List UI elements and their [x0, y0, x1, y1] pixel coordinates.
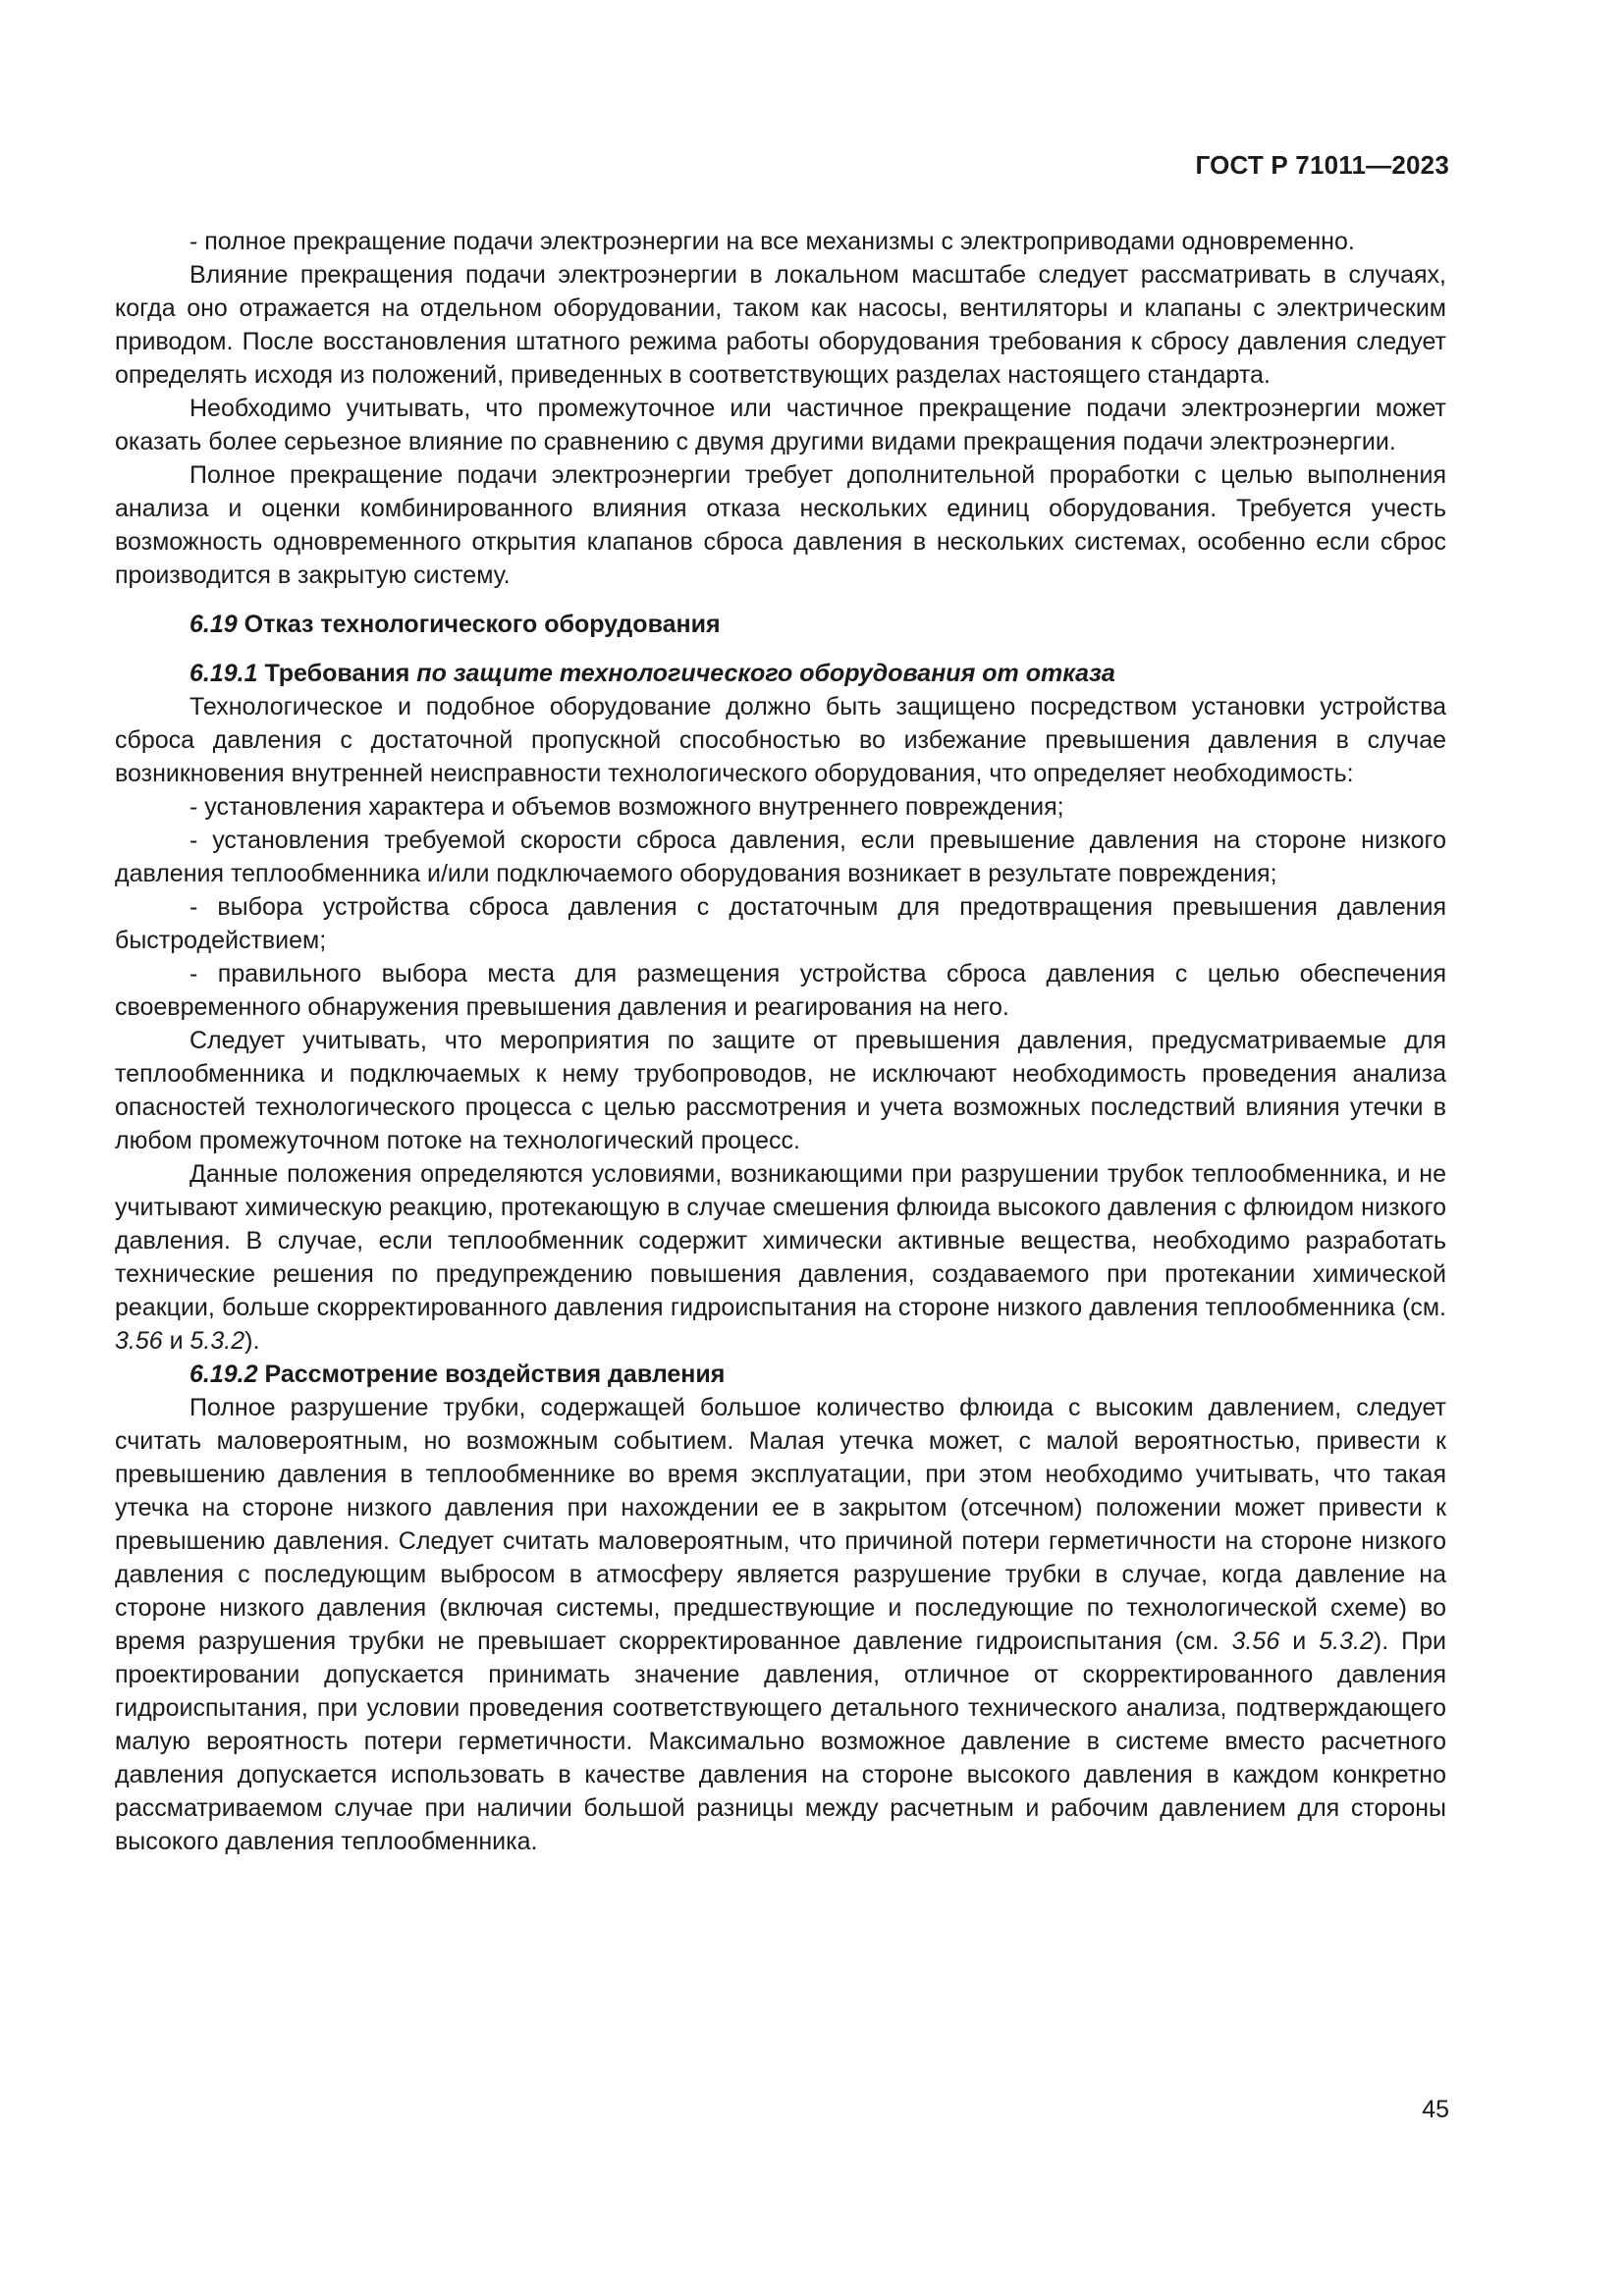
paragraph-chemical-reaction: [115, 1157, 1446, 1358]
list-item: - правильного выбора места для размещения устройства сброса давления с целью обеспечения своевременного обнаружения превышения давления и реагирования на него.: [115, 960, 1446, 1021]
section-title-part: Требования: [264, 660, 417, 687]
paragraph-bullet-power-loss: - полное прекращение подачи электроэнергии на все механизмы с электроприводами одновременно.: [189, 228, 1355, 255]
cross-reference: 3.56: [115, 1327, 163, 1355]
paragraph-partial-power-loss: Необходимо учитывать, что промежуточное или частичное прекращение подачи электроэнергии может оказать более серьезное влияние по сравнению с двумя другими видами прекращения подачи электроэнергии.: [115, 395, 1446, 455]
page-number: 45: [1422, 2096, 1449, 2123]
list-item: - выбора устройства сброса давления с достаточным для предотвращения превышения давления быстродействием;: [115, 893, 1446, 954]
text-run: и: [162, 1327, 190, 1355]
section-number: 6.19.1: [189, 660, 258, 687]
list-item: - установления характера и объемов возможного внутреннего повреждения;: [189, 793, 1064, 821]
text-run: ). При проектировании допускается принимать значение давления, отличное от скорректированного давления гидроиспытания, при условии проведения соответствующего детального технического анализа, подтверждающего малую вероятность потери герметичности. Максимально возможное давление в системе вместо расчетного давления допускается использовать в качестве давления на стороне высокого давления в каждом конкретно рассматриваемом случае при наличии большой разницы между расчетным и рабочим давлением для стороны высокого давления теплообменника.: [115, 1628, 1447, 1855]
document-body: [115, 225, 1446, 1858]
cross-reference: 5.3.2: [189, 1327, 245, 1355]
paragraph-full-power-loss: Полное прекращение подачи электроэнергии требует дополнительной проработки с целью выполнения анализа и оценки комбинированного влияния отказа нескольких единиц оборудования. Требуется учесть возможность одновременного открытия клапанов сброса давления в нескольких системах, особенно если сброс производится в закрытую систему.: [115, 461, 1446, 589]
section-heading-6-19: [115, 608, 1446, 641]
paragraph-hazard-analysis: Следует учитывать, что мероприятия по защите от превышения давления, предусматриваемые для теплообменника и подключаемых к нему трубопроводов, не исключают необходимость проведения анализа опасностей технологического процесса с целью рассмотрения и учета возможных последствий влияния утечки в любом промежуточном потоке на технологический процесс.: [115, 1027, 1446, 1154]
text-run: и: [1279, 1628, 1320, 1655]
text-run: Данные положения определяются условиями, возникающими при разрушении трубок теплообменника, и не учитывают химическую реакцию, протекающую в случае смешения флюида высокого давления с флюидом низкого давления. В случае, если теплообменник содержит химически активные вещества, необходимо разработать технические решения по предупреждению повышения давления, создаваемого при протекании химической реакции, больше скорректированного давления гидроиспытания на стороне низкого давления теплообменника (см.: [115, 1160, 1446, 1321]
section-title: Отказ технологического оборудования: [244, 611, 721, 638]
section-title: Рассмотрение воздействия давления: [264, 1361, 726, 1388]
cross-reference: 3.56: [1231, 1628, 1280, 1655]
section-heading-6-19-2: [115, 1358, 1446, 1391]
text-run: ).: [244, 1327, 260, 1355]
cross-reference: 5.3.2: [1319, 1628, 1374, 1655]
text-run: Полное разрушение трубки, содержащей большое количество флюида с высоким давлением, следует считать маловероятным, но возможным событием. Малая утечка может, с малой вероятностью, привести к превышению давления в теплообменнике во время эксплуатации, при этом необходимо учитывать, что такая утечка на стороне низкого давления при нахождении ее в закрытом (отсечном) положении может привести к превышению давления. Следует считать маловероятным, что причиной потери герметичности на стороне низкого давления с последующим выбросом в атмосферу является разрушение трубки в случае, когда давление на стороне низкого давления (включая системы, предшествующие и последующие по технологической схеме) во время разрушения трубки не превышает скорректированное давление гидроиспытания (см.: [115, 1394, 1446, 1655]
paragraph-equipment-protection: Технологическое и подобное оборудование должно быть защищено посредством установки устройства сброса давления с достаточной пропускной способностью во избежание превышения давления в случае возникновения внутренней неисправности технологического оборудования, что определяет необходимость:: [115, 693, 1446, 787]
document-code-header: ГОСТ Р 71011—2023: [1195, 150, 1449, 180]
section-title-italic-part: по защите технологического оборудования от отказа: [416, 660, 1115, 687]
section-number: 6.19: [189, 611, 238, 638]
paragraph-pressure-impact: [115, 1391, 1446, 1858]
paragraph-local-power-loss: Влияние прекращения подачи электроэнергии в локальном масштабе следует рассматривать в случаях, когда оно отражается на отдельном оборудовании, таком как насосы, вентиляторы и клапаны с электрическим приводом. После восстановления штатного режима работы оборудования требования к сбросу давления следует определять исходя из положений, приведенных в соответствующих разделах настоящего стандарта.: [115, 261, 1446, 389]
list-item: - установления требуемой скорости сброса давления, если превышение давления на стороне низкого давления теплообменника и/или подключаемого оборудования возникает в результате повреждения;: [115, 827, 1446, 887]
section-number: 6.19.2: [189, 1361, 258, 1388]
section-heading-6-19-1: [115, 657, 1446, 690]
